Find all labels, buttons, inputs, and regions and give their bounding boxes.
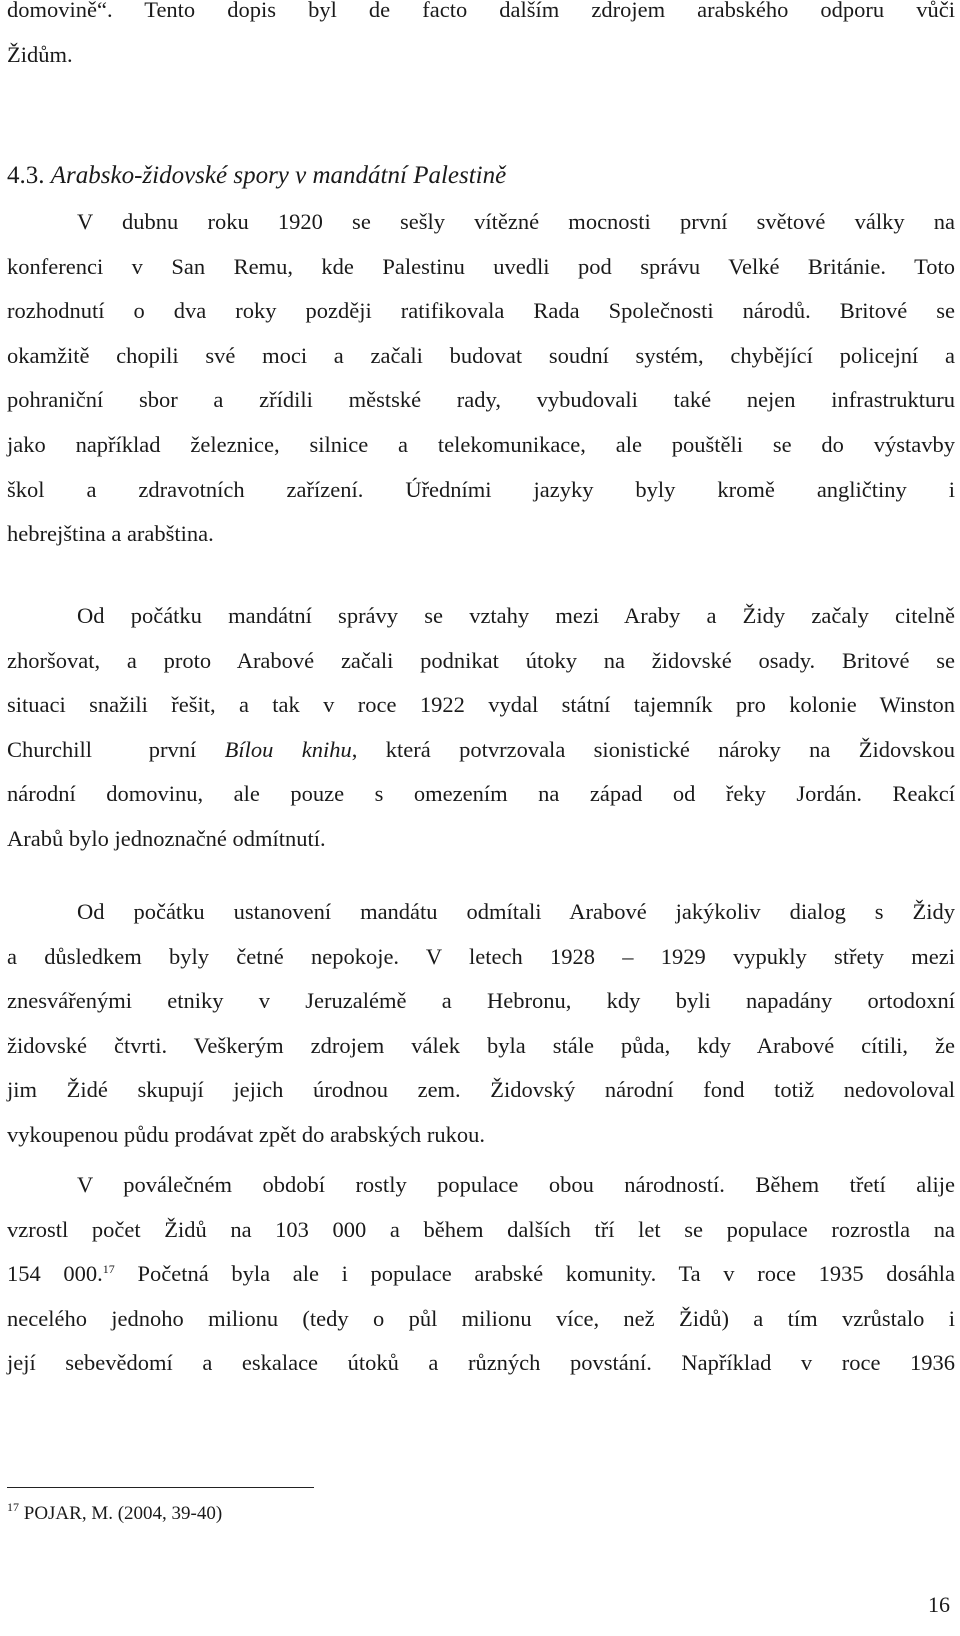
text-line: necelého jednoho milionu (tedy o půl milionu více, než Židů) a tím vzrůstalo i	[7, 1305, 955, 1331]
italic-title: Bílou knihu	[224, 736, 352, 762]
text-line: vzrostl počet Židů na 103 000 a během dalších tří let se populace rozrostla na	[7, 1216, 955, 1242]
text-line: rozhodnutí o dva roky později ratifikovala Rada Společnosti národů. Britové se	[7, 298, 955, 324]
section-heading	[7, 154, 506, 198]
text-segment: 154 000.	[7, 1261, 103, 1287]
text-line: Od počátku mandátní správy se vztahy mezi Araby a Židy začaly citelně	[77, 603, 955, 628]
text-line: Arabů bylo jednoznačné odmítnutí.	[7, 825, 326, 851]
text-line: jim Židé skupují jejich úrodnou zem. Židovský národní fond totiž nedovoloval	[7, 1077, 955, 1103]
text-line: zhoršovat, a proto Arabové začali podnikat útoky na židovské osady. Britové se	[7, 647, 955, 673]
top-paragraph	[7, 0, 955, 77]
text-line: národní domovinu, ale pouze s omezením na západ od řeky Jordán. Reakcí	[7, 781, 955, 807]
paragraph-3	[7, 890, 955, 1158]
text-line: okamžitě chopili své moci a začali budovat soudní systém, chybějící policejní a	[7, 342, 955, 368]
text-line	[7, 1252, 955, 1297]
text-line: znesvářenými etniky v Jeruzalémě a Hebronu, kdy byli napadány ortodoxní	[7, 988, 955, 1014]
paragraph-2	[7, 594, 955, 862]
footnote-text: POJAR, M. (2004, 39-40)	[19, 1503, 223, 1524]
text-line: V poválečném období rostly populace obou národností. Během třetí alije	[77, 1172, 955, 1197]
footnote	[7, 1500, 222, 1528]
text-line: její sebevědomí a eskalace útoků a různých povstání. Například v roce 1936	[7, 1350, 955, 1376]
paragraph-4	[7, 1163, 955, 1386]
text-line: domovině“. Tento dopis byl de facto dalším zdrojem arabského odporu vůči	[7, 0, 955, 22]
text-line: hebrejština a arabština.	[7, 521, 214, 547]
footnote-reference[interactable]: 17	[102, 1262, 115, 1277]
text-line: škol a zdravotních zařízení. Úředními jazyky byly kromě angličtiny i	[7, 476, 955, 502]
text-line: V dubnu roku 1920 se sešly vítězné mocnosti první světové války na	[77, 209, 955, 234]
text-line	[7, 728, 955, 773]
page-number: 16	[928, 1592, 950, 1617]
section-title: Arabsko-židovské spory v mandátní Palestině	[50, 162, 507, 189]
footnote-number: 17	[7, 1500, 19, 1514]
text-line: konferenci v San Remu, kde Palestinu uvedli pod správu Velké Británie. Toto	[7, 253, 955, 279]
text-line: situaci snažili řešit, a tak v roce 1922 vydal státní tajemník pro kolonie Winston	[7, 692, 955, 718]
text-line: jako například železnice, silnice a telekomunikace, ale pouštěli se do výstavby	[7, 431, 955, 457]
paragraph-1	[7, 200, 955, 557]
text-segment: Churchill první	[7, 736, 225, 762]
text-line: vykoupenou půdu prodávat zpět do arabských rukou.	[7, 1121, 486, 1147]
text-line: pohraniční sbor a zřídili městské rady, vybudovali také nejen infrastrukturu	[7, 387, 955, 413]
text-line: Židům.	[7, 41, 73, 67]
footnote-separator	[7, 1487, 314, 1488]
section-number: 4.3.	[7, 162, 45, 189]
text-line: a důsledkem byly četné nepokoje. V letech 1928 – 1929 vypukly střety mezi	[7, 943, 955, 969]
text-line: židovské čtvrti. Veškerým zdrojem válek byla stále půda, kdy Arabové cítili, že	[7, 1032, 955, 1058]
text-segment: Početná byla ale i populace arabské komunity. Ta v roce 1935 dosáhla	[114, 1261, 955, 1287]
text-segment: , která potvrzovala sionistické nároky na Židovskou	[351, 736, 956, 762]
text-line: Od počátku ustanovení mandátu odmítali Arabové jakýkoliv dialog s Židy	[77, 899, 955, 924]
